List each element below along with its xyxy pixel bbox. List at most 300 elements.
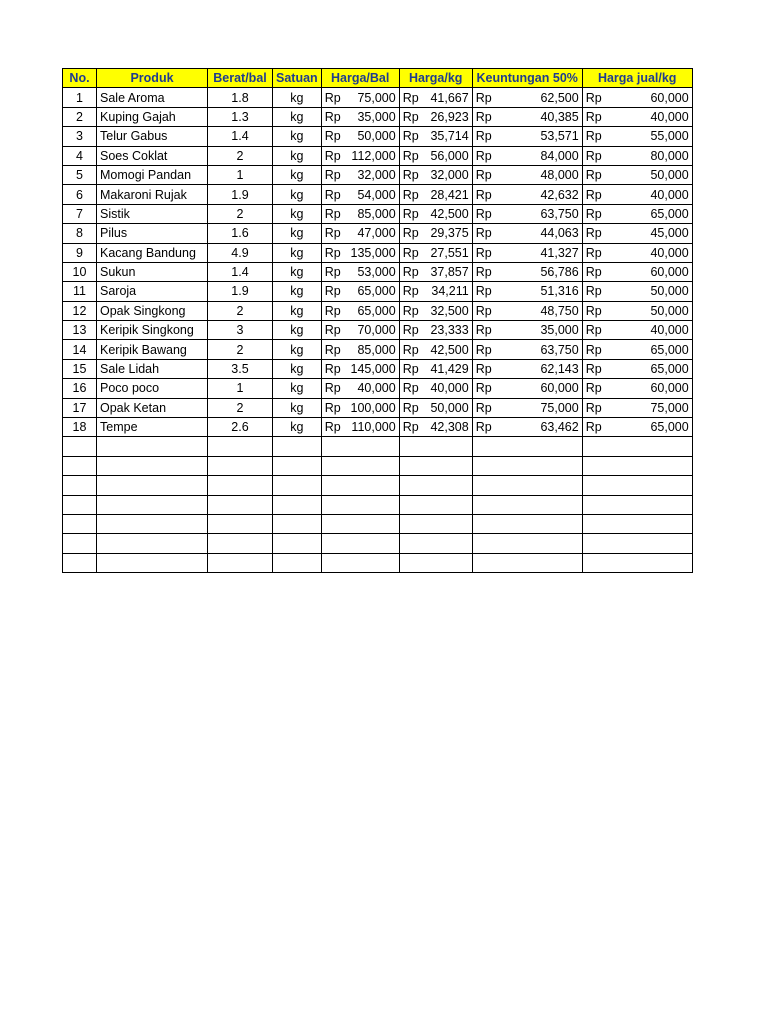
- cell-harga-kg-value: 35,714: [430, 129, 469, 144]
- cell-keuntungan[interactable]: [472, 379, 582, 398]
- cell-berat[interactable]: 2: [208, 398, 273, 417]
- empty-cell[interactable]: [273, 553, 322, 572]
- empty-cell[interactable]: [321, 495, 399, 514]
- cell-no[interactable]: 16: [63, 379, 97, 398]
- cell-keuntungan-value: 35,000: [540, 323, 579, 338]
- header-harga-bal[interactable]: Harga/Bal: [321, 69, 399, 88]
- empty-cell[interactable]: [208, 514, 273, 533]
- header-satuan[interactable]: Satuan: [273, 69, 322, 88]
- cell-satuan[interactable]: kg: [273, 243, 322, 262]
- cell-berat[interactable]: 1: [208, 165, 273, 184]
- cell-harga-kg[interactable]: [399, 418, 472, 437]
- cell-produk[interactable]: Keripik Singkong: [97, 321, 208, 340]
- cell-keuntungan[interactable]: [472, 146, 582, 165]
- cell-harga-jual[interactable]: [582, 359, 692, 378]
- empty-cell[interactable]: [273, 514, 322, 533]
- cell-harga-jual[interactable]: [582, 146, 692, 165]
- cell-harga-kg[interactable]: [399, 379, 472, 398]
- empty-cell[interactable]: [582, 456, 692, 475]
- cell-harga-bal[interactable]: [321, 146, 399, 165]
- currency-symbol: Rp: [475, 187, 492, 202]
- cell-keuntungan[interactable]: [472, 224, 582, 243]
- cell-harga-jual[interactable]: [582, 243, 692, 262]
- empty-cell[interactable]: [97, 495, 208, 514]
- cell-harga-bal[interactable]: [321, 418, 399, 437]
- empty-cell[interactable]: [63, 534, 97, 553]
- table-row: [63, 204, 693, 223]
- cell-harga-bal[interactable]: [321, 321, 399, 340]
- product-price-table: [62, 68, 693, 573]
- header-keuntungan[interactable]: Keuntungan 50%: [472, 69, 582, 88]
- currency-symbol: Rp: [402, 226, 419, 241]
- cell-harga-jual[interactable]: [582, 165, 692, 184]
- cell-keuntungan-value: 48,000: [540, 168, 579, 183]
- cell-keuntungan-wrap: [476, 244, 579, 262]
- cell-harga-bal[interactable]: [321, 340, 399, 359]
- cell-keuntungan-wrap: [476, 166, 579, 184]
- cell-harga-jual[interactable]: [582, 88, 692, 107]
- cell-harga-bal-wrap: [325, 186, 396, 204]
- empty-cell[interactable]: [321, 437, 399, 456]
- empty-cell[interactable]: [399, 495, 472, 514]
- currency-symbol: Rp: [475, 109, 492, 124]
- cell-harga-kg-value: 37,857: [430, 265, 469, 280]
- cell-harga-bal-wrap: [325, 418, 396, 436]
- cell-harga-bal-wrap: [325, 244, 396, 262]
- empty-cell[interactable]: [472, 456, 582, 475]
- empty-cell[interactable]: [472, 553, 582, 572]
- currency-symbol: Rp: [324, 323, 341, 338]
- cell-harga-kg[interactable]: [399, 204, 472, 223]
- currency-symbol: Rp: [402, 187, 419, 202]
- cell-harga-jual[interactable]: [582, 107, 692, 126]
- currency-symbol: Rp: [475, 226, 492, 241]
- empty-cell[interactable]: [321, 514, 399, 533]
- cell-no[interactable]: 2: [63, 107, 97, 126]
- cell-keuntungan[interactable]: [472, 262, 582, 281]
- cell-no[interactable]: 10: [63, 262, 97, 281]
- empty-cell[interactable]: [97, 534, 208, 553]
- cell-harga-bal-wrap: [325, 399, 396, 417]
- cell-harga-kg[interactable]: [399, 165, 472, 184]
- currency-symbol: Rp: [402, 129, 419, 144]
- cell-no[interactable]: 17: [63, 398, 97, 417]
- currency-symbol: Rp: [475, 206, 492, 221]
- cell-harga-jual[interactable]: [582, 301, 692, 320]
- cell-harga-kg[interactable]: [399, 88, 472, 107]
- header-harga-jual[interactable]: Harga jual/kg: [582, 69, 692, 88]
- cell-harga-bal-wrap: [325, 263, 396, 281]
- cell-harga-kg-value: 26,923: [430, 109, 469, 124]
- cell-harga-jual[interactable]: [582, 321, 692, 340]
- cell-harga-kg[interactable]: [399, 340, 472, 359]
- cell-harga-kg-wrap: [403, 127, 469, 145]
- cell-no[interactable]: 7: [63, 204, 97, 223]
- empty-cell[interactable]: [399, 534, 472, 553]
- cell-berat[interactable]: 1.6: [208, 224, 273, 243]
- currency-symbol: Rp: [324, 362, 341, 377]
- cell-keuntungan-wrap: [476, 418, 579, 436]
- empty-cell[interactable]: [63, 495, 97, 514]
- cell-harga-bal-value: 112,000: [351, 148, 396, 163]
- cell-keuntungan[interactable]: [472, 243, 582, 262]
- cell-harga-bal-value: 54,000: [357, 187, 396, 202]
- empty-cell[interactable]: [208, 534, 273, 553]
- cell-harga-bal[interactable]: [321, 359, 399, 378]
- currency-symbol: Rp: [402, 148, 419, 163]
- empty-cell[interactable]: [399, 514, 472, 533]
- empty-cell[interactable]: [472, 476, 582, 495]
- empty-cell[interactable]: [582, 514, 692, 533]
- cell-satuan[interactable]: kg: [273, 379, 322, 398]
- cell-satuan[interactable]: kg: [273, 359, 322, 378]
- empty-cell[interactable]: [582, 476, 692, 495]
- cell-harga-jual-value: 40,000: [650, 187, 689, 202]
- cell-harga-jual-value: 75,000: [650, 400, 689, 415]
- cell-keuntungan[interactable]: [472, 185, 582, 204]
- cell-harga-bal-wrap: [325, 166, 396, 184]
- cell-harga-jual-wrap: [586, 360, 689, 378]
- cell-berat[interactable]: 1.3: [208, 107, 273, 126]
- cell-satuan[interactable]: kg: [273, 282, 322, 301]
- empty-cell[interactable]: [97, 514, 208, 533]
- currency-symbol: Rp: [585, 420, 602, 435]
- cell-harga-bal-wrap: [325, 282, 396, 300]
- cell-harga-bal-value: 85,000: [357, 206, 396, 221]
- header-berat[interactable]: Berat/bal: [208, 69, 273, 88]
- cell-harga-bal[interactable]: [321, 301, 399, 320]
- cell-produk[interactable]: Kacang Bandung: [97, 243, 208, 262]
- cell-berat[interactable]: 2.6: [208, 418, 273, 437]
- cell-harga-kg-wrap: [403, 224, 469, 242]
- cell-berat[interactable]: 2: [208, 301, 273, 320]
- cell-harga-kg[interactable]: [399, 224, 472, 243]
- currency-symbol: Rp: [475, 265, 492, 280]
- empty-cell[interactable]: [97, 476, 208, 495]
- header-harga-kg[interactable]: Harga/kg: [399, 69, 472, 88]
- cell-produk[interactable]: Keripik Bawang: [97, 340, 208, 359]
- cell-harga-bal-value: 47,000: [357, 226, 396, 241]
- cell-satuan[interactable]: kg: [273, 165, 322, 184]
- cell-produk[interactable]: Momogi Pandan: [97, 165, 208, 184]
- cell-harga-jual[interactable]: [582, 127, 692, 146]
- cell-harga-jual[interactable]: [582, 398, 692, 417]
- cell-harga-kg[interactable]: [399, 146, 472, 165]
- cell-no[interactable]: 9: [63, 243, 97, 262]
- cell-keuntungan-value: 60,000: [540, 381, 579, 396]
- cell-harga-jual[interactable]: [582, 418, 692, 437]
- cell-harga-bal-wrap: [325, 360, 396, 378]
- cell-produk[interactable]: Soes Coklat: [97, 146, 208, 165]
- cell-satuan[interactable]: kg: [273, 224, 322, 243]
- cell-satuan[interactable]: kg: [273, 107, 322, 126]
- empty-cell[interactable]: [582, 495, 692, 514]
- cell-produk[interactable]: Sukun: [97, 262, 208, 281]
- cell-no[interactable]: 1: [63, 88, 97, 107]
- cell-harga-kg[interactable]: [399, 107, 472, 126]
- cell-produk[interactable]: Sistik: [97, 204, 208, 223]
- empty-cell[interactable]: [399, 437, 472, 456]
- currency-symbol: Rp: [475, 381, 492, 396]
- cell-berat[interactable]: 1.9: [208, 282, 273, 301]
- cell-berat[interactable]: 4.9: [208, 243, 273, 262]
- empty-cell[interactable]: [399, 476, 472, 495]
- cell-berat[interactable]: 1.8: [208, 88, 273, 107]
- empty-cell[interactable]: [63, 476, 97, 495]
- cell-keuntungan[interactable]: [472, 340, 582, 359]
- cell-keuntungan[interactable]: [472, 204, 582, 223]
- cell-keuntungan[interactable]: [472, 88, 582, 107]
- cell-harga-kg-wrap: [403, 244, 469, 262]
- currency-symbol: Rp: [402, 265, 419, 280]
- header-no[interactable]: No.: [63, 69, 97, 88]
- cell-harga-jual-value: 50,000: [650, 284, 689, 299]
- cell-satuan[interactable]: kg: [273, 262, 322, 281]
- empty-cell[interactable]: [399, 456, 472, 475]
- cell-berat[interactable]: 2: [208, 204, 273, 223]
- cell-keuntungan-value: 75,000: [540, 400, 579, 415]
- empty-cell[interactable]: [321, 534, 399, 553]
- cell-harga-jual-value: 40,000: [650, 245, 689, 260]
- cell-berat[interactable]: 1: [208, 379, 273, 398]
- cell-harga-jual[interactable]: [582, 340, 692, 359]
- cell-keuntungan[interactable]: [472, 359, 582, 378]
- empty-cell[interactable]: [321, 476, 399, 495]
- empty-cell[interactable]: [63, 553, 97, 572]
- cell-berat[interactable]: 3: [208, 321, 273, 340]
- cell-harga-kg-wrap: [403, 360, 469, 378]
- cell-harga-kg-wrap: [403, 147, 469, 165]
- cell-no[interactable]: 8: [63, 224, 97, 243]
- cell-keuntungan-value: 84,000: [540, 148, 579, 163]
- cell-harga-jual[interactable]: [582, 282, 692, 301]
- cell-no[interactable]: 13: [63, 321, 97, 340]
- cell-harga-kg-value: 29,375: [430, 226, 469, 241]
- cell-keuntungan[interactable]: [472, 301, 582, 320]
- empty-cell[interactable]: [208, 553, 273, 572]
- table-row: [63, 88, 693, 107]
- cell-harga-jual-wrap: [586, 341, 689, 359]
- cell-satuan[interactable]: kg: [273, 204, 322, 223]
- cell-harga-kg-wrap: [403, 302, 469, 320]
- cell-berat[interactable]: 3.5: [208, 359, 273, 378]
- empty-cell[interactable]: [472, 514, 582, 533]
- empty-cell[interactable]: [97, 553, 208, 572]
- cell-no[interactable]: 14: [63, 340, 97, 359]
- currency-symbol: Rp: [585, 265, 602, 280]
- cell-satuan[interactable]: kg: [273, 127, 322, 146]
- currency-symbol: Rp: [324, 303, 341, 318]
- cell-harga-bal[interactable]: [321, 379, 399, 398]
- cell-keuntungan-wrap: [476, 341, 579, 359]
- empty-cell[interactable]: [208, 476, 273, 495]
- cell-produk[interactable]: Opak Ketan: [97, 398, 208, 417]
- cell-harga-kg[interactable]: [399, 398, 472, 417]
- cell-produk[interactable]: Makaroni Rujak: [97, 185, 208, 204]
- cell-harga-kg[interactable]: [399, 359, 472, 378]
- cell-harga-kg-wrap: [403, 108, 469, 126]
- empty-cell[interactable]: [472, 495, 582, 514]
- cell-harga-bal[interactable]: [321, 185, 399, 204]
- empty-cell[interactable]: [208, 437, 273, 456]
- cell-keuntungan[interactable]: [472, 398, 582, 417]
- empty-cell[interactable]: [273, 476, 322, 495]
- empty-cell[interactable]: [273, 495, 322, 514]
- cell-harga-kg[interactable]: [399, 301, 472, 320]
- cell-harga-bal[interactable]: [321, 88, 399, 107]
- cell-produk[interactable]: Pilus: [97, 224, 208, 243]
- empty-cell[interactable]: [321, 553, 399, 572]
- cell-keuntungan[interactable]: [472, 165, 582, 184]
- cell-keuntungan-wrap: [476, 108, 579, 126]
- table-row: [63, 398, 693, 417]
- cell-no[interactable]: 6: [63, 185, 97, 204]
- empty-cell[interactable]: [273, 456, 322, 475]
- cell-harga-bal[interactable]: [321, 224, 399, 243]
- cell-produk[interactable]: Saroja: [97, 282, 208, 301]
- cell-harga-kg[interactable]: [399, 185, 472, 204]
- cell-harga-kg[interactable]: [399, 127, 472, 146]
- empty-cell[interactable]: [208, 456, 273, 475]
- cell-keuntungan-value: 62,143: [540, 362, 579, 377]
- cell-harga-kg[interactable]: [399, 321, 472, 340]
- cell-harga-bal[interactable]: [321, 243, 399, 262]
- cell-no[interactable]: 5: [63, 165, 97, 184]
- cell-harga-bal[interactable]: [321, 107, 399, 126]
- cell-satuan[interactable]: kg: [273, 398, 322, 417]
- cell-harga-kg-value: 50,000: [430, 400, 469, 415]
- empty-cell[interactable]: [273, 437, 322, 456]
- currency-symbol: Rp: [324, 90, 341, 105]
- currency-symbol: Rp: [475, 303, 492, 318]
- cell-harga-bal[interactable]: [321, 282, 399, 301]
- cell-keuntungan[interactable]: [472, 321, 582, 340]
- empty-cell[interactable]: [472, 534, 582, 553]
- empty-cell[interactable]: [273, 534, 322, 553]
- currency-symbol: Rp: [475, 342, 492, 357]
- cell-keuntungan-wrap: [476, 263, 579, 281]
- empty-cell[interactable]: [472, 437, 582, 456]
- currency-symbol: Rp: [475, 362, 492, 377]
- currency-symbol: Rp: [585, 245, 602, 260]
- empty-cell[interactable]: [63, 514, 97, 533]
- cell-keuntungan-value: 63,750: [540, 342, 579, 357]
- currency-symbol: Rp: [475, 168, 492, 183]
- empty-cell[interactable]: [582, 553, 692, 572]
- cell-harga-bal-value: 35,000: [357, 109, 396, 124]
- cell-harga-kg[interactable]: [399, 262, 472, 281]
- cell-harga-bal[interactable]: [321, 398, 399, 417]
- cell-berat[interactable]: 1.4: [208, 262, 273, 281]
- empty-cell[interactable]: [97, 456, 208, 475]
- cell-keuntungan-wrap: [476, 224, 579, 242]
- cell-no[interactable]: 18: [63, 418, 97, 437]
- currency-symbol: Rp: [402, 362, 419, 377]
- cell-harga-kg[interactable]: [399, 282, 472, 301]
- cell-harga-bal[interactable]: [321, 165, 399, 184]
- empty-cell[interactable]: [63, 456, 97, 475]
- cell-harga-jual[interactable]: [582, 224, 692, 243]
- cell-harga-jual-wrap: [586, 418, 689, 436]
- cell-no[interactable]: 15: [63, 359, 97, 378]
- empty-cell[interactable]: [208, 495, 273, 514]
- cell-harga-jual-value: 65,000: [650, 342, 689, 357]
- cell-harga-kg-wrap: [403, 205, 469, 223]
- currency-symbol: Rp: [324, 400, 341, 415]
- currency-symbol: Rp: [585, 362, 602, 377]
- cell-berat[interactable]: 1.9: [208, 185, 273, 204]
- cell-satuan[interactable]: kg: [273, 88, 322, 107]
- cell-keuntungan-value: 63,462: [540, 420, 579, 435]
- cell-satuan[interactable]: kg: [273, 146, 322, 165]
- cell-harga-jual-wrap: [586, 186, 689, 204]
- cell-produk[interactable]: Sale Lidah: [97, 359, 208, 378]
- empty-row: [63, 476, 693, 495]
- cell-no[interactable]: 3: [63, 127, 97, 146]
- cell-keuntungan-wrap: [476, 147, 579, 165]
- cell-harga-jual-wrap: [586, 224, 689, 242]
- cell-harga-bal-value: 50,000: [357, 129, 396, 144]
- cell-berat[interactable]: 2: [208, 146, 273, 165]
- header-produk[interactable]: Produk: [97, 69, 208, 88]
- cell-keuntungan-value: 53,571: [540, 129, 579, 144]
- empty-cell[interactable]: [97, 437, 208, 456]
- cell-harga-jual[interactable]: [582, 185, 692, 204]
- cell-produk[interactable]: Poco poco: [97, 379, 208, 398]
- cell-harga-kg[interactable]: [399, 243, 472, 262]
- cell-produk[interactable]: Telur Gabus: [97, 127, 208, 146]
- cell-harga-jual[interactable]: [582, 204, 692, 223]
- cell-satuan[interactable]: kg: [273, 340, 322, 359]
- cell-berat[interactable]: 2: [208, 340, 273, 359]
- currency-symbol: Rp: [475, 420, 492, 435]
- empty-cell[interactable]: [399, 553, 472, 572]
- empty-cell[interactable]: [582, 534, 692, 553]
- cell-keuntungan[interactable]: [472, 107, 582, 126]
- cell-harga-bal[interactable]: [321, 204, 399, 223]
- cell-harga-bal[interactable]: [321, 127, 399, 146]
- cell-harga-jual[interactable]: [582, 379, 692, 398]
- cell-harga-jual-value: 65,000: [650, 362, 689, 377]
- cell-keuntungan[interactable]: [472, 127, 582, 146]
- currency-symbol: Rp: [324, 245, 341, 260]
- cell-satuan[interactable]: kg: [273, 418, 322, 437]
- empty-cell[interactable]: [63, 437, 97, 456]
- cell-produk[interactable]: Sale Aroma: [97, 88, 208, 107]
- cell-harga-bal[interactable]: [321, 262, 399, 281]
- cell-no[interactable]: 12: [63, 301, 97, 320]
- cell-produk[interactable]: Tempe: [97, 418, 208, 437]
- cell-keuntungan[interactable]: [472, 282, 582, 301]
- cell-produk[interactable]: Kuping Gajah: [97, 107, 208, 126]
- cell-no[interactable]: 11: [63, 282, 97, 301]
- cell-produk[interactable]: Opak Singkong: [97, 301, 208, 320]
- cell-harga-kg-value: 42,308: [430, 420, 469, 435]
- empty-cell[interactable]: [582, 437, 692, 456]
- cell-berat[interactable]: 1.4: [208, 127, 273, 146]
- currency-symbol: Rp: [585, 342, 602, 357]
- empty-row: [63, 495, 693, 514]
- cell-keuntungan[interactable]: [472, 418, 582, 437]
- currency-symbol: Rp: [324, 206, 341, 221]
- cell-satuan[interactable]: kg: [273, 321, 322, 340]
- cell-no[interactable]: 4: [63, 146, 97, 165]
- empty-cell[interactable]: [321, 456, 399, 475]
- cell-harga-jual[interactable]: [582, 262, 692, 281]
- cell-satuan[interactable]: kg: [273, 301, 322, 320]
- cell-satuan[interactable]: kg: [273, 185, 322, 204]
- cell-harga-bal-wrap: [325, 341, 396, 359]
